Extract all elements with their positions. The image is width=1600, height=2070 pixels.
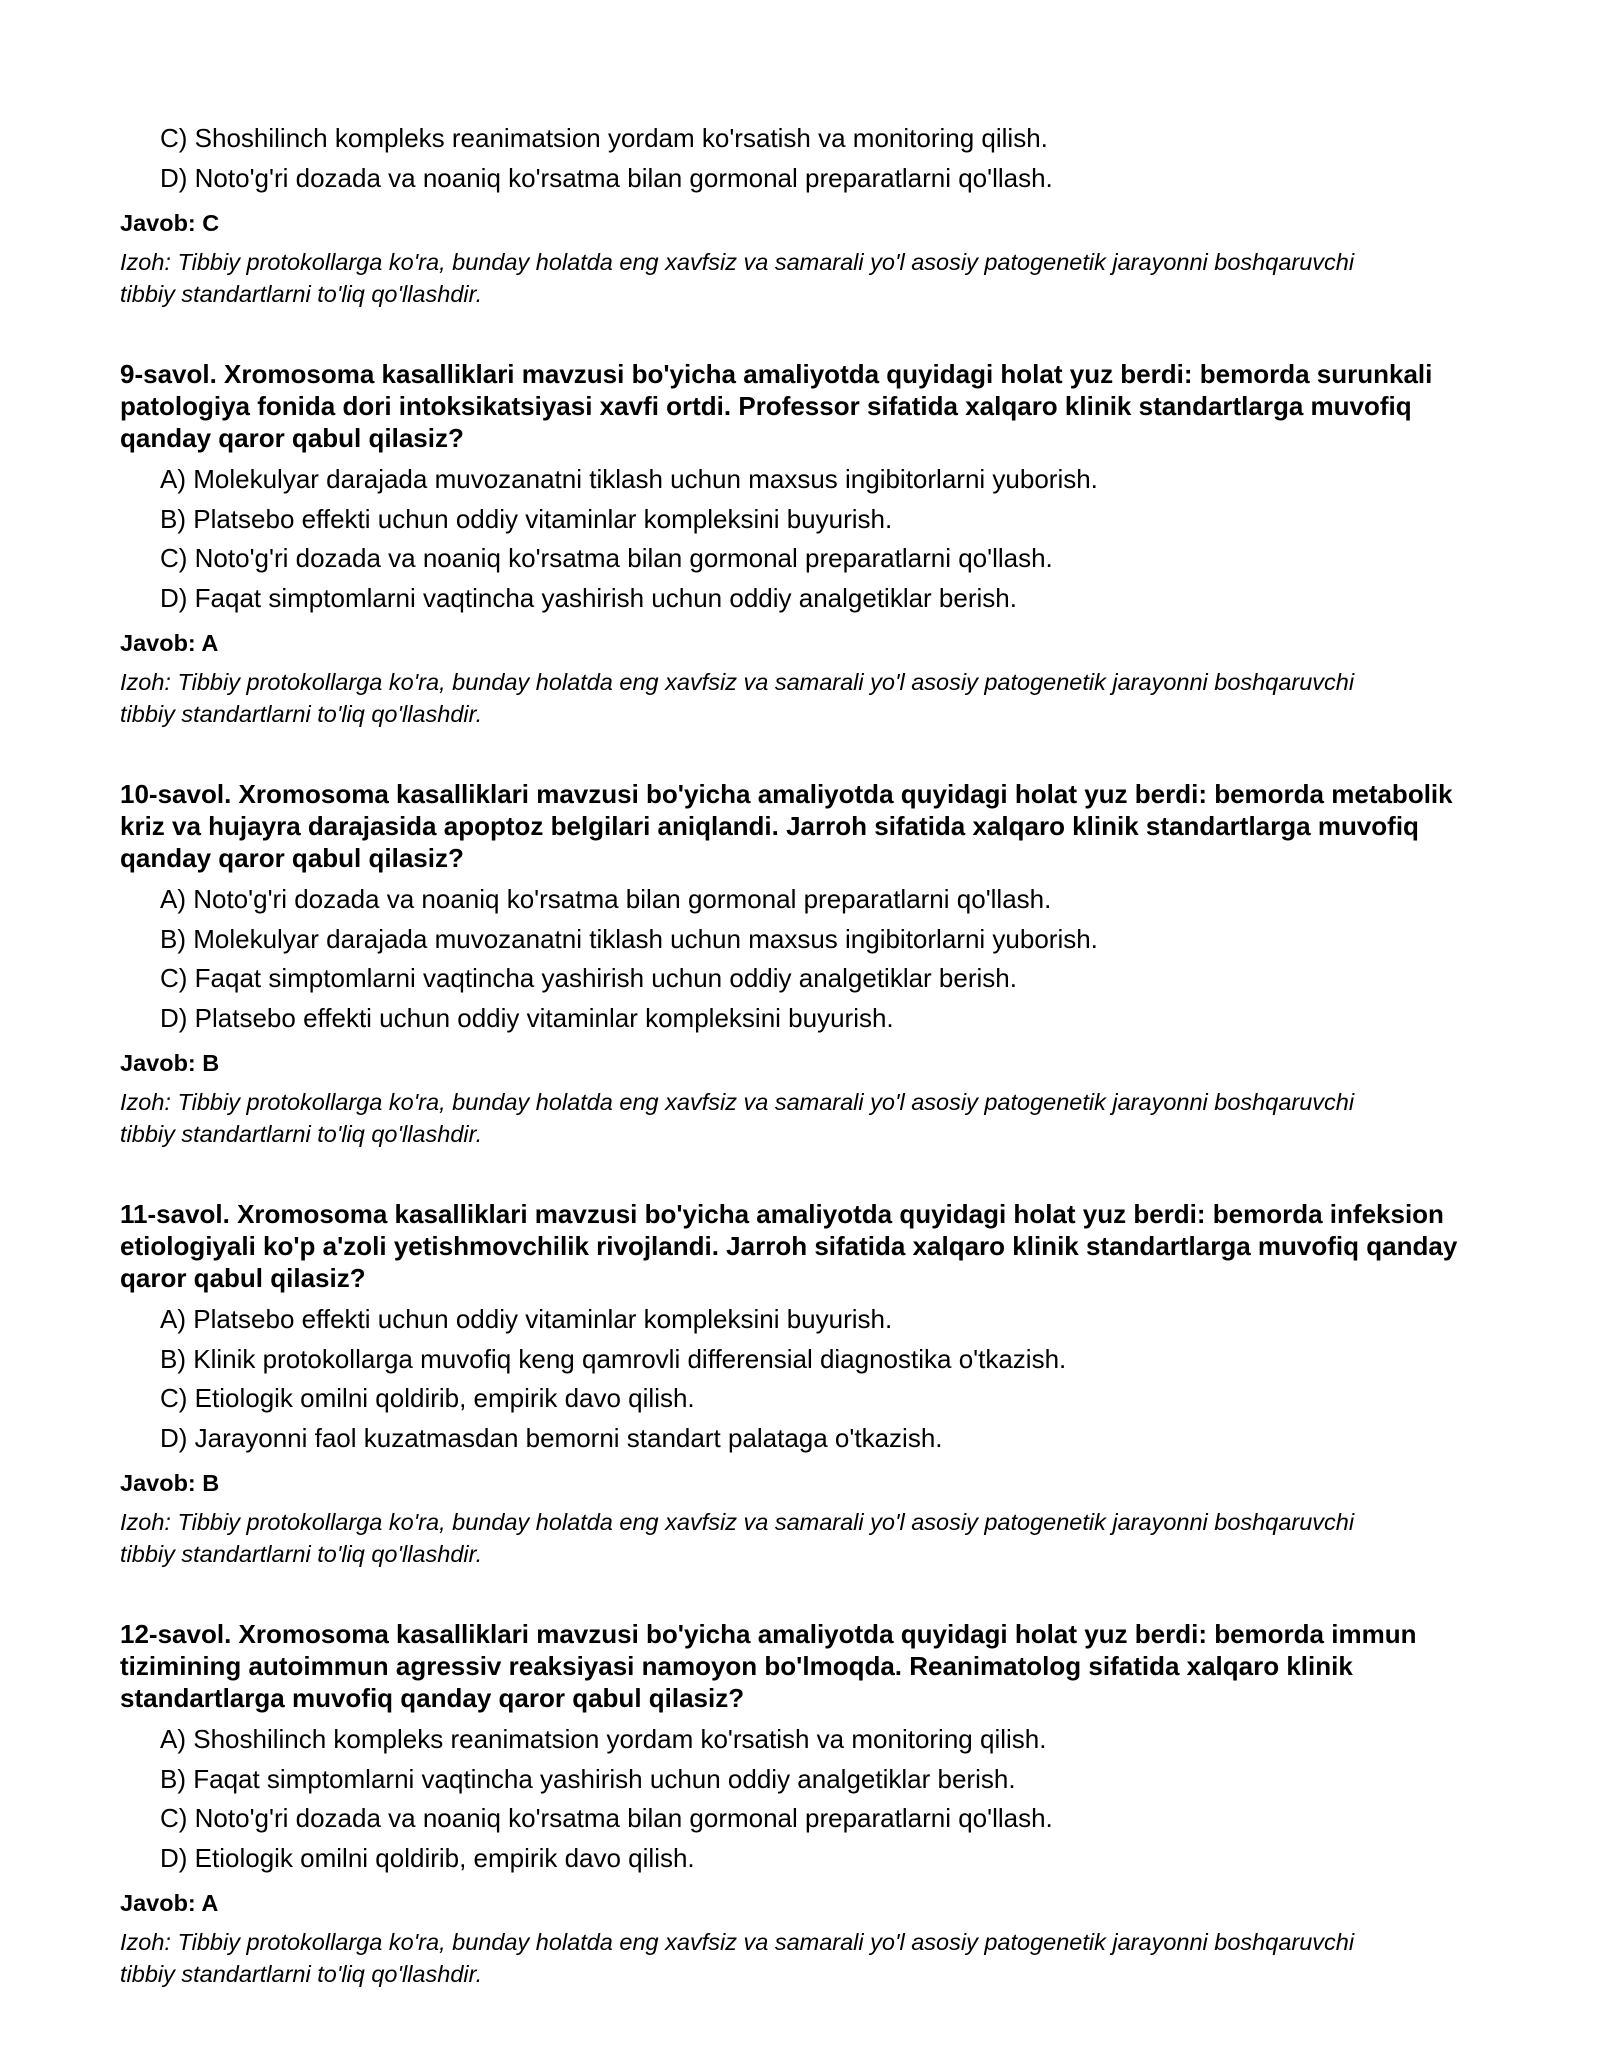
question-11: [120, 1198, 1480, 1570]
answer: Javob: C: [120, 210, 220, 236]
option-a: A) Molekulyar darajada muvozanatni tiklash uchun maxsus ingibitorlarni yuborish.: [160, 464, 1098, 494]
option-b: B) Molekulyar darajada muvozanatni tiklash uchun maxsus ingibitorlarni yuborish.: [160, 923, 1098, 954]
question-title: 11-savol. Xromosoma kasalliklari mavzusi bo'yicha amaliyotda quyidagi holat yuz berdi: bemorda infeksion etiologiyali ko'p a'zoli yetishmovchilik rivojlandi. Jarroh sifatida xalqaro klinik standartlarga muvofiq qanday qaror qabul qilasiz?: [120, 1199, 1458, 1293]
option-a: A) Noto'g'ri dozada va noaniq ko'rsatma bilan gormonal preparatlarni qo'llash.: [160, 884, 1052, 914]
options-list: [120, 460, 1480, 618]
option-d: D) Etiologik omilni qoldirib, empirik davo qilish.: [160, 1842, 695, 1873]
options-list: [120, 880, 1480, 1038]
option-d: D) Faqat simptomlarni vaqtincha yashirish uchun oddiy analgetiklar berish.: [160, 582, 1017, 613]
question-8-fragment: [120, 119, 1480, 310]
answer: Javob: B: [120, 1470, 220, 1496]
option-c: C) Faqat simptomlarni vaqtincha yashirish uchun oddiy analgetiklar berish.: [160, 963, 1017, 993]
option-d: D) Jarayonni faol kuzatmasdan bemorni standart palataga o'tkazish.: [160, 1422, 943, 1453]
explanation-note: Izoh: Tibbiy protokollarga ko'ra, bunday holatda eng xavfsiz va samarali yo'l asosiy patogenetik jarayonni boshqaruvchi tibbiy standartlarni to'liq qo'llashdir.: [120, 1509, 1355, 1567]
answer: Javob: B: [120, 1050, 220, 1076]
options-list: [120, 119, 1480, 198]
option-c: C) Noto'g'ri dozada va noaniq ko'rsatma bilan gormonal preparatlarni qo'llash.: [160, 543, 1053, 573]
option-d: D) Platsebo effekti uchun oddiy vitaminlar kompleksini buyurish.: [160, 1002, 894, 1033]
option-b: B) Platsebo effekti uchun oddiy vitaminlar kompleksini buyurish.: [160, 503, 893, 534]
option-b: B) Klinik protokollarga muvofiq keng qamrovli differensial diagnostika o'tkazish.: [160, 1343, 1067, 1374]
answer: Javob: A: [120, 1890, 219, 1916]
explanation-note: Izoh: Tibbiy protokollarga ko'ra, bunday holatda eng xavfsiz va samarali yo'l asosiy patogenetik jarayonni boshqaruvchi tibbiy standartlarni to'liq qo'llashdir.: [120, 249, 1355, 307]
option-c: C) Etiologik omilni qoldirib, empirik davo qilish.: [160, 1383, 695, 1413]
question-title: 12-savol. Xromosoma kasalliklari mavzusi bo'yicha amaliyotda quyidagi holat yuz berdi: bemorda immun tizimining autoimmun agressiv reaksiyasi namoyon bo'lmoqda. Reanimatolog sifatida xalqaro klinik standartlarga muvofiq qanday qaror qabul qilasiz?: [120, 1619, 1417, 1713]
option-a: A) Shoshilinch kompleks reanimatsion yordam ko'rsatish va monitoring qilish.: [160, 1724, 1047, 1754]
explanation-note: Izoh: Tibbiy protokollarga ko'ra, bunday holatda eng xavfsiz va samarali yo'l asosiy patogenetik jarayonni boshqaruvchi tibbiy standartlarni to'liq qo'llashdir.: [120, 1089, 1355, 1147]
question-title: 9-savol. Xromosoma kasalliklari mavzusi bo'yicha amaliyotda quyidagi holat yuz berdi: bemorda surunkali patologiya fonida dori intoksikatsiyasi xavfi ortdi. Professor sifatida xalqaro klinik standartlarga muvofiq qanday qaror qabul qilasiz?: [120, 359, 1433, 453]
question-10: [120, 778, 1480, 1150]
explanation-note: Izoh: Tibbiy protokollarga ko'ra, bunday holatda eng xavfsiz va samarali yo'l asosiy patogenetik jarayonni boshqaruvchi tibbiy standartlarni to'liq qo'llashdir.: [120, 1929, 1355, 1987]
answer: Javob: A: [120, 630, 219, 656]
option-b: B) Faqat simptomlarni vaqtincha yashirish uchun oddiy analgetiklar berish.: [160, 1763, 1016, 1794]
option-d: D) Noto'g'ri dozada va noaniq ko'rsatma bilan gormonal preparatlarni qo'llash.: [160, 162, 1053, 193]
option-c: C) Noto'g'ri dozada va noaniq ko'rsatma bilan gormonal preparatlarni qo'llash.: [160, 1803, 1053, 1833]
question-title: 10-savol. Xromosoma kasalliklari mavzusi bo'yicha amaliyotda quyidagi holat yuz berdi: bemorda metabolik kriz va hujayra darajasida apoptoz belgilari aniqlandi. Jarroh sifatida xalqaro klinik standartlarga muvofiq qanday qaror qabul qilasiz?: [120, 779, 1453, 873]
options-list: [120, 1720, 1480, 1878]
option-c: C) Shoshilinch kompleks reanimatsion yordam ko'rsatish va monitoring qilish.: [160, 123, 1048, 153]
options-list: [120, 1300, 1480, 1458]
question-12: [120, 1618, 1480, 1990]
option-a: A) Platsebo effekti uchun oddiy vitaminlar kompleksini buyurish.: [160, 1304, 893, 1334]
explanation-note: Izoh: Tibbiy protokollarga ko'ra, bunday holatda eng xavfsiz va samarali yo'l asosiy patogenetik jarayonni boshqaruvchi tibbiy standartlarni to'liq qo'llashdir.: [120, 669, 1355, 727]
question-9: [120, 358, 1480, 730]
